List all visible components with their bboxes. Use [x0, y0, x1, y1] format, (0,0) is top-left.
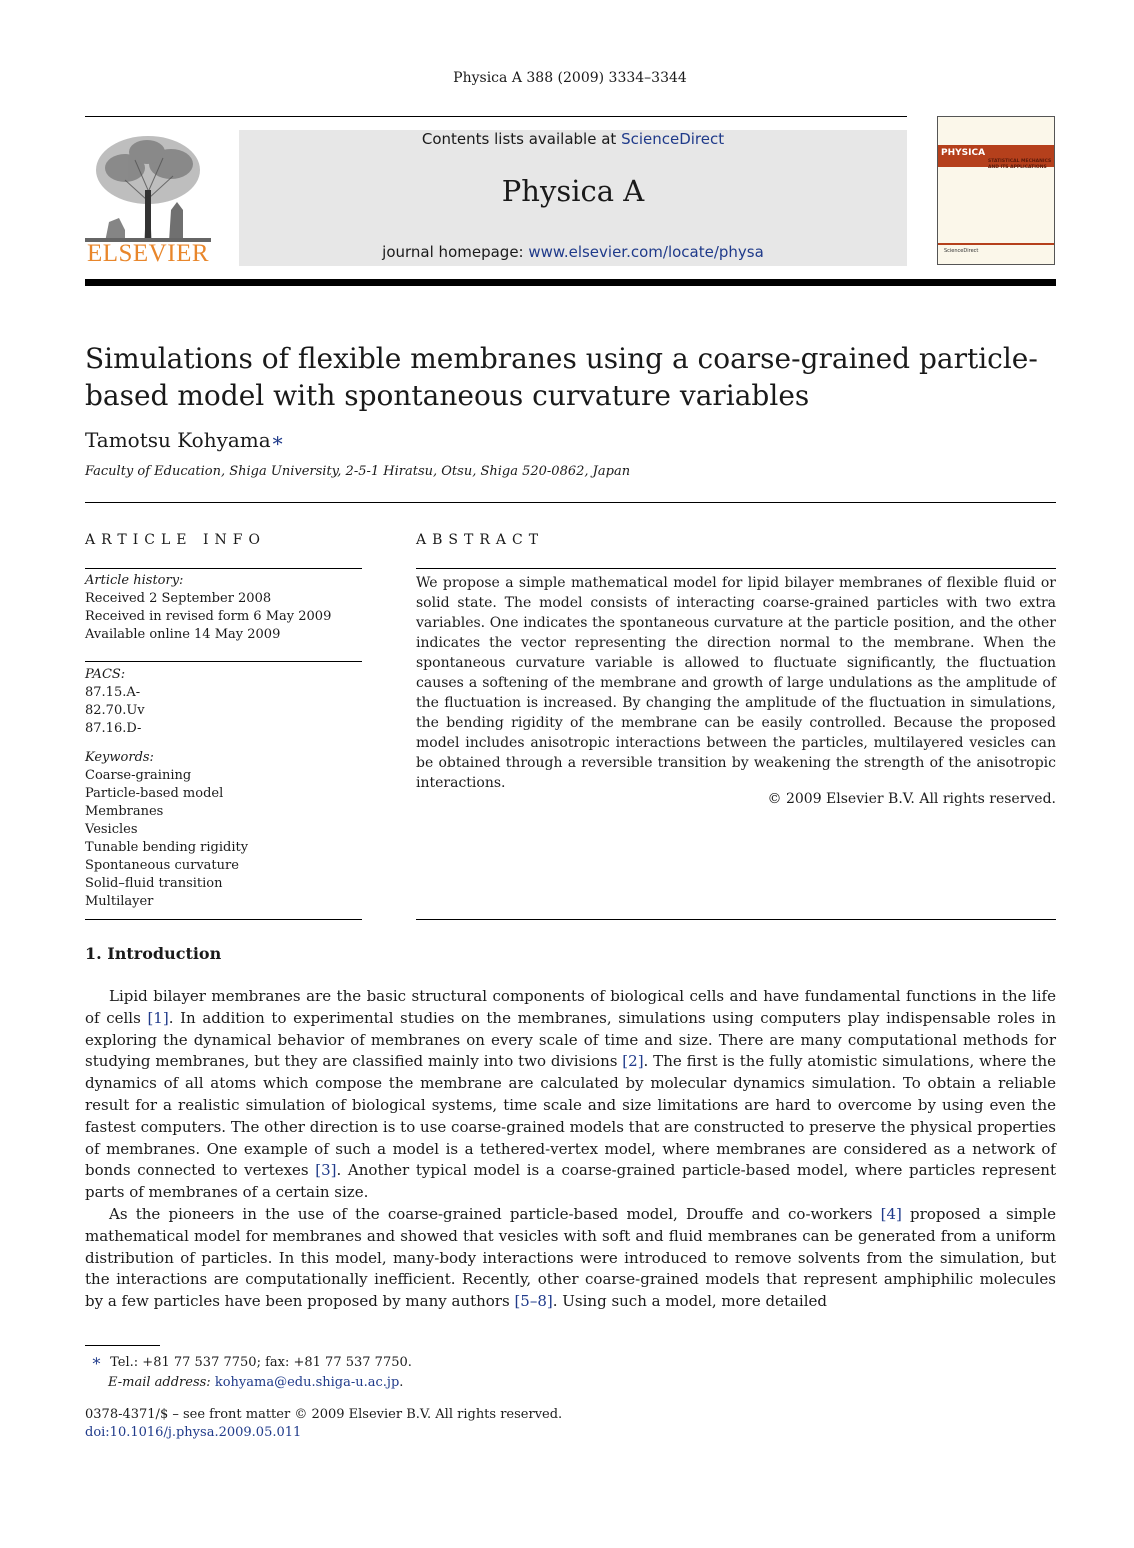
abstract-text: We propose a simple mathematical model for lipid bilayer membranes of flexible fluid or solid state. The model consists of interacting coarse-grained particles with two extra variables. One indicates the spontaneous curvature at the particle position, and the other indicates the vector representing the direction normal to the membrane. When the spontaneous curvature variable is allowed to fluctuate significantly, the fluctuation causes a softening of the membrane and growth of large undulations as the amplitude of the fluctuation is increased. By changing the amplitude of the fluctuation in simulations, the bending rigidity of the membrane can be easily controlled. Because the proposed model includes anisotropic interactions between the particles, multilayered vesicles can be obtained through a reversible transition by weakening the strength of the anisotropic interactions.: [416, 575, 1056, 791]
pacs-block: [85, 666, 362, 738]
cover-red-line: [938, 243, 1054, 245]
text-run: . The first is the fully atomistic simulations, where the dynamics of all atoms which compose the membrane are calculated by molecular dynamics simulation. To obtain a reliable result for a realistic simulation of biological systems, time scale and size limitations are hard to overcome by using even the fastest computers. The other direction is to use coarse-grained models that are constructed to preserve the physical properties of membranes. One example of such a model is a tethered-vertex model, where membranes are considered as a network of bonds connected to vertexes: [85, 1052, 1056, 1180]
cover-footer: ScienceDirect: [944, 248, 979, 254]
email-link[interactable]: kohyama@edu.shiga-u.ac.jp: [214, 1375, 400, 1390]
keyword-item: Vesicles: [85, 822, 138, 837]
intro-body: [85, 986, 1056, 1313]
intro-paragraph-1: [85, 986, 1056, 1204]
citation-link[interactable]: [5–8]: [514, 1292, 553, 1311]
keyword-item: Coarse-graining: [85, 768, 192, 783]
keywords-label: Keywords:: [85, 750, 154, 765]
section-heading-introduction: 1. Introduction: [85, 944, 222, 963]
history-item: Received 2 September 2008: [85, 591, 272, 606]
citation-link[interactable]: [3]: [315, 1161, 337, 1180]
title-divider: [85, 502, 1056, 503]
history-item: Received in revised form 6 May 2009: [85, 609, 332, 624]
sciencedirect-link[interactable]: ScienceDirect: [621, 130, 725, 148]
text-run: . In addition to experimental studies on the membranes, simulations using computers play indispensable roles in exploring the dynamical behavior of membranes on every scale of time and size. There are many computational methods for studying membranes, but they are classified mainly into two divisions: [85, 1008, 1056, 1071]
cover-subtitle: STATISTICAL MECHANICS AND ITS APPLICATIONS: [988, 159, 1052, 170]
homepage-link[interactable]: www.elsevier.com/locate/physa: [528, 243, 764, 261]
author-line: [85, 428, 284, 452]
doi-link[interactable]: doi:10.1016/j.physa.2009.05.011: [85, 1425, 302, 1440]
intro-paragraph-2: [85, 1204, 1056, 1313]
footnote-tel-line: [91, 1351, 412, 1373]
footnote-tel: Tel.: +81 77 537 7750; fax: +81 77 537 7750.: [110, 1355, 412, 1370]
keywords-rule: [85, 919, 362, 920]
header-thick-rule: [85, 279, 1056, 286]
pacs-item: 87.16.D-: [85, 721, 142, 736]
footnote-rule: [85, 1345, 160, 1346]
footnote-mark: ∗: [91, 1351, 102, 1370]
journal-reference: Physica A 388 (2009) 3334–3344: [453, 70, 687, 86]
email-label: E-mail address:: [108, 1375, 211, 1390]
keyword-item: Particle-based model: [85, 786, 224, 801]
abstract-bottom-rule: [416, 919, 1056, 920]
text-run: proposed a simple mathematical model for membranes and showed that vesicles with soft and fluid membranes can be generated from a uniform distribution of particles. In this model, many-body interactions were introduced to remove solvents from the simulation, but the interactions are computationally inefficient. Recently, other coarse-grained models that represent amphiphilic molecules by a few particles have been proposed by many authors: [85, 1204, 1057, 1311]
journal-cover-thumbnail: [937, 116, 1055, 265]
keyword-item: Tunable bending rigidity: [85, 840, 249, 855]
cover-band-text: PHYSICA: [941, 148, 986, 158]
text-run: Lipid bilayer membranes are the basic structural components of biological cells and have fundamental functions in the life of cells: [85, 987, 1056, 1027]
history-rule: [85, 661, 362, 662]
article-info-heading: ARTICLE INFO: [85, 532, 266, 548]
abstract-heading: ABSTRACT: [416, 532, 545, 548]
author-name: Tamotsu Kohyama: [85, 428, 271, 452]
journal-banner: [239, 130, 907, 266]
header-top-rule: [85, 116, 907, 117]
citation-link[interactable]: [4]: [880, 1204, 902, 1223]
homepage-prefix: journal homepage:: [382, 243, 524, 261]
article-info-rule: [85, 568, 362, 569]
elsevier-logo: [85, 130, 211, 268]
keywords-block: [85, 749, 362, 911]
issn-line: 0378-4371/$ – see front matter © 2009 Elsevier B.V. All rights reserved.: [85, 1407, 563, 1422]
pacs-item: 82.70.Uv: [85, 703, 145, 718]
history-label: Article history:: [85, 573, 184, 588]
author-footnote-mark[interactable]: ∗: [270, 428, 285, 452]
abstract-copyright: © 2009 Elsevier B.V. All rights reserved.: [767, 791, 1056, 807]
keyword-item: Multilayer: [85, 894, 154, 909]
publisher-logo-text: ELSEVIER: [86, 240, 210, 267]
abstract-rule: [416, 568, 1056, 569]
history-item: Available online 14 May 2009: [85, 627, 281, 642]
affiliation: Faculty of Education, Shiga University, 2-5-1 Hiratsu, Otsu, Shiga 520-0862, Japan: [85, 464, 631, 479]
article-title: Simulations of flexible membranes using a coarse-grained particle-based model with spontaneous curvature variables: [85, 342, 1038, 412]
contents-prefix: Contents lists available at: [421, 130, 617, 148]
text-run: As the pioneers in the use of the coarse-grained particle-based model, Drouffe and co-workers: [109, 1204, 881, 1223]
keyword-item: Solid–fluid transition: [85, 876, 223, 891]
keyword-item: Membranes: [85, 804, 164, 819]
text-run: . Using such a model, more detailed: [552, 1292, 827, 1311]
front-matter: [85, 1406, 562, 1442]
author-footnote: [91, 1351, 412, 1393]
homepage-line: [239, 243, 907, 261]
journal-title: Physica A: [501, 174, 645, 208]
email-end: .: [399, 1375, 404, 1390]
citation-link[interactable]: [1]: [147, 1008, 169, 1027]
pacs-item: 87.15.A-: [85, 685, 141, 700]
contents-line: [239, 130, 907, 148]
article-history: [85, 572, 362, 644]
keyword-item: Spontaneous curvature: [85, 858, 239, 873]
tree-logo-icon: [85, 130, 211, 242]
pacs-label: PACS:: [85, 667, 126, 682]
text-run: . Another typical model is a coarse-grained particle-based model, where particles represent parts of membranes of a certain size.: [85, 1161, 1056, 1202]
footnote-email-line: [91, 1373, 412, 1393]
citation-link[interactable]: [2]: [622, 1052, 644, 1071]
